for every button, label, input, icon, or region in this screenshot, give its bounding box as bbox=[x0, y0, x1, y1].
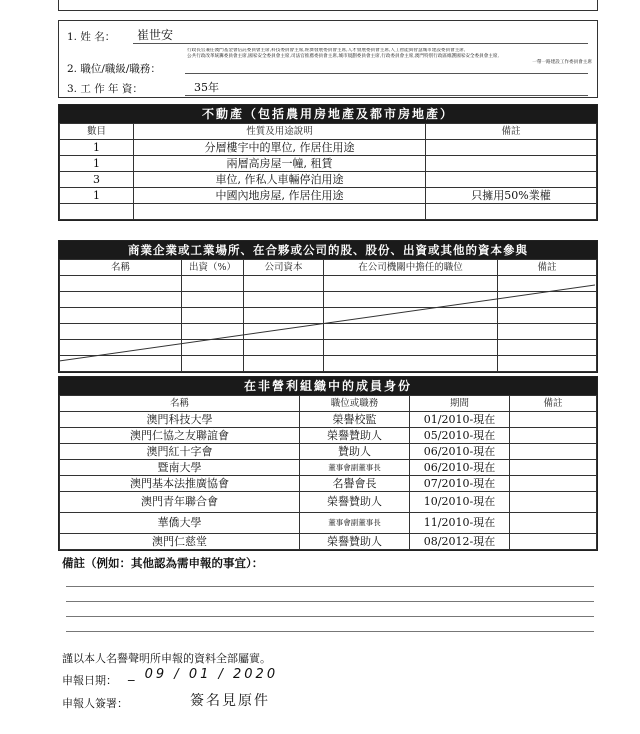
col-remark: 備註 bbox=[510, 396, 597, 412]
position-value: 行政長官兼任澳門基金會信託委員會主席,科技委員會主席,經濟發展委員會主席,人才發展委員會主席,人工智能與智慧城市建設委員會主席, 公共行政改革統籌委員會主席,國家安全委員會主席,司法官推薦委員會主席,城市規劃委員會主席,行政委員會主席,澳門特別行政區維護國家安全委員會主席, 一帶一路建設工作委員會主席 bbox=[187, 48, 592, 65]
years-label: 3. 工 作 年 資： bbox=[67, 83, 143, 95]
col-share: 出資（%） bbox=[182, 260, 244, 276]
name-underline bbox=[133, 43, 588, 44]
table-row: 澳門仁協之友聯誼會 榮譽贊助人 05/2010-現在 bbox=[60, 428, 597, 444]
col-desc: 性質及用途說明 bbox=[134, 124, 426, 140]
personal-info-box bbox=[58, 20, 598, 98]
nonprofit-title: 在非營利組織中的成員身份 bbox=[59, 377, 597, 395]
business-section bbox=[58, 240, 598, 373]
nonprofit-section bbox=[58, 376, 598, 551]
remarks-label: 備註（例如：其他認為需申報的事宜）： bbox=[62, 556, 264, 570]
table-row: 澳門青年聯合會 榮譽贊助人 10/2010-現在 bbox=[60, 492, 597, 513]
table-row: 1 兩層高房屋一幢, 租賃 bbox=[60, 156, 597, 172]
position-label: 2. 職位/職級/職務： bbox=[67, 63, 161, 75]
real-estate-table bbox=[59, 123, 597, 220]
table-row: 澳門仁慈堂 榮譽贊助人 08/2012-現在 bbox=[60, 534, 597, 550]
table-row: 華僑大學 董事會副董事長 11/2010-現在 bbox=[60, 513, 597, 534]
nonprofit-table bbox=[59, 395, 597, 550]
date-label: 申報日期： bbox=[62, 674, 117, 687]
table-row: 澳門科技大學 榮譽校監 01/2010-現在 bbox=[60, 412, 597, 428]
years-underline bbox=[185, 95, 588, 96]
col-capital: 公司資本 bbox=[244, 260, 324, 276]
strike-through-line bbox=[59, 275, 595, 363]
remarks-lines bbox=[66, 572, 594, 632]
signature-value: 簽名見原件 bbox=[190, 693, 270, 709]
date-value: _ 09 / 01 / 2020 bbox=[128, 667, 279, 682]
col-post: 在公司機關中擔任的職位 bbox=[324, 260, 498, 276]
name-value: 崔世安 bbox=[137, 28, 174, 42]
real-estate-title: 不動產（包括農用房地產及都市房地產） bbox=[59, 105, 597, 123]
col-name: 名稱 bbox=[60, 260, 182, 276]
name-label: 1. 姓 名： bbox=[67, 31, 116, 43]
col-remark: 備註 bbox=[498, 260, 597, 276]
table-row: 暨南大學 董事會副董事長 06/2010-現在 bbox=[60, 460, 597, 476]
table-row: 澳門紅十字會 贊助人 06/2010-現在 bbox=[60, 444, 597, 460]
col-role: 職位或職務 bbox=[300, 396, 410, 412]
signature-label: 申報人簽署： bbox=[62, 697, 128, 710]
col-count: 數目 bbox=[60, 124, 134, 140]
col-note: 備註 bbox=[426, 124, 597, 140]
position-underline bbox=[185, 73, 588, 74]
table-row: 1 分層樓宇中的單位, 作居住用途 bbox=[60, 140, 597, 156]
real-estate-section bbox=[58, 104, 598, 221]
table-row bbox=[60, 204, 597, 220]
col-period: 期間 bbox=[410, 396, 510, 412]
business-title: 商業企業或工業場所、在合夥或公司的股、股份、出資或其他的資本參與 bbox=[59, 241, 597, 259]
table-row: 3 車位, 作私人車輛停泊用途 bbox=[60, 172, 597, 188]
table-row: 1 中國內地房屋, 作居住用途 只擁用50%業權 bbox=[60, 188, 597, 204]
previous-page-box-bottom bbox=[58, 0, 598, 11]
table-row: 澳門基本法推廣協會 名譽會長 07/2010-現在 bbox=[60, 476, 597, 492]
declaration-statement: 謹以本人名譽聲明所申報的資料全部屬實。 bbox=[62, 652, 271, 665]
col-org: 名稱 bbox=[60, 396, 300, 412]
years-value: 35年 bbox=[194, 81, 219, 94]
